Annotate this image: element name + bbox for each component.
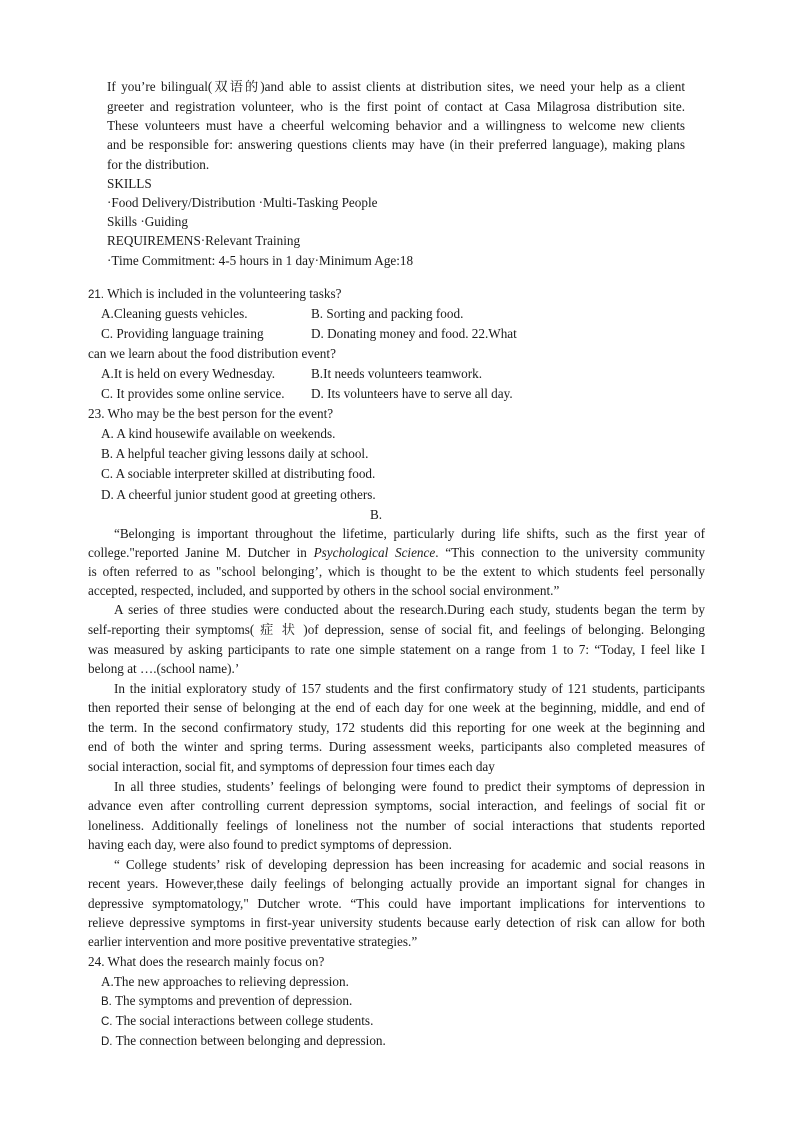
passage-a-line: for the distribution.: [107, 157, 210, 172]
passage-b-line: having each day, were also found to predict symptoms of depression.: [88, 837, 452, 852]
passage-b-line: was measured by asking participants to rate one simple statement on a range from 1 to 7: “Today, I feel like I: [88, 642, 705, 657]
passage-b-line: depressive symptomatology," Dutcher wrote. “This could have important implications for interventions to: [88, 896, 705, 911]
passage-a-line: If you’re bilingual(双语的)and able to assist clients at distribution sites, we need your help as a client: [107, 79, 685, 94]
option-a: A.It is held on every Wednesday.: [101, 366, 275, 381]
passage-b-line: A series of three studies were conducted about the research.During each study, students began the term by: [114, 602, 705, 617]
requirements-line: REQUIREMENS·Relevant Training: [107, 233, 301, 248]
option-d: D. A cheerful junior student good at greeting others.: [101, 487, 376, 502]
skills-line: ·Food Delivery/Distribution ·Multi-Tasking People: [107, 195, 378, 210]
journal-title: Psychological Science: [313, 545, 436, 560]
passage-b-line: In the initial exploratory study of 157 students and the first confirmatory study of 121 students, participants: [114, 681, 705, 696]
option-c: C. Providing language training: [101, 326, 264, 341]
passage-b-line: social interaction, social fit, and symptoms of depression four times each day: [88, 759, 495, 774]
passage-b-line: “Belonging is important throughout the lifetime, particularly during life shifts, such as the first year of: [114, 526, 705, 541]
passage-b-line: earlier intervention and more positive preventative strategies.”: [88, 934, 418, 949]
question-stem: Which is included in the volunteering tasks?: [107, 286, 342, 301]
passage-a-line: These volunteers must have a cheerful welcoming behavior and a willingness to welcome new clients: [107, 118, 685, 133]
section-b-label: B.: [370, 507, 383, 522]
question-stem: 24. What does the research mainly focus on?: [88, 954, 325, 969]
question-stem: 23. Who may be the best person for the event?: [88, 406, 334, 421]
passage-b-line: advance even after controlling current depression symptoms, social interaction, and feelings of social fit or: [88, 798, 705, 813]
passage-a-line: and be responsible for: answering questions clients may have (in their preferred language), making plans: [107, 137, 685, 152]
option-a: A. A kind housewife available on weekends.: [101, 426, 336, 441]
passage-b-line: college."reported Janine M. Dutcher in Psychological Science. “This connection to the university community: [88, 545, 706, 560]
passage-a-line: greeter and registration volunteer, who is the first point of contact at Casa Milagrosa distribution site.: [107, 99, 685, 114]
passage-b-line: end of both the winter and spring terms. During assessment weeks, participants also completed measures of: [88, 739, 705, 754]
time-commitment-line: ·Time Commitment: 4-5 hours in 1 day·Minimum Age:18: [107, 253, 414, 268]
option-b: B. A helpful teacher giving lessons daily at school.: [101, 446, 369, 461]
passage-b-line: belong at ….(school name).’: [88, 661, 240, 676]
skills-heading: SKILLS: [107, 176, 152, 191]
option-c: C. A sociable interpreter skilled at distributing food.: [101, 466, 376, 481]
option-c: C. The social interactions between college students.: [101, 1013, 374, 1028]
passage-b-line: is often referred to as "school belonging’, which is thought to be the extent to which students feel personally: [88, 564, 705, 579]
passage-b-line: then reported their sense of belonging at the end of each day for one week at the beginning, middle, and end of: [88, 700, 705, 715]
option-d: D. The connection between belonging and depression.: [101, 1033, 386, 1048]
option-c: C. It provides some online service.: [101, 386, 285, 401]
passage-b-line: accepted, respected, included, and supported by others in the school social environment.”: [88, 583, 560, 598]
option-a: A.Cleaning guests vehicles.: [101, 306, 248, 321]
passage-b-line: loneliness. Additionally feelings of loneliness not the number of social interactions that students reported: [88, 818, 705, 833]
question-number: 21.: [88, 289, 104, 301]
option-a: A.The new approaches to relieving depression.: [101, 974, 349, 989]
option-b: B. Sorting and packing food.: [311, 306, 464, 321]
option-d: D. Its volunteers have to serve all day.: [311, 386, 513, 401]
passage-b-line: relieve depressive symptoms in first-year university students because early detection of risk can allow for both: [88, 915, 705, 930]
question-stem: can we learn about the food distribution event?: [88, 346, 336, 361]
option-d: D. Donating money and food. 22.What: [311, 326, 517, 341]
skills-line: Skills ·Guiding: [107, 214, 188, 229]
passage-b-line: recent years. However,these daily feelings of belonging actually provide an important signal for changes in: [88, 876, 705, 891]
passage-b-line: the term. In the second confirmatory study, 172 students did this reporting for one week at the beginning and: [88, 720, 705, 735]
passage-b-line: self-reporting their symptoms( 症 状 )of depression, sense of social fit, and feelings of belonging. Belonging: [88, 622, 705, 637]
option-b: B. The symptoms and prevention of depression.: [101, 993, 353, 1008]
passage-b-line: In all three studies, students’ feelings of belonging were found to predict their symptoms of depression in: [114, 779, 705, 794]
option-b: B.It needs volunteers teamwork.: [311, 366, 483, 381]
passage-b-line: “ College students’ risk of developing depression has been increasing for academic and social reasons in: [114, 857, 705, 872]
